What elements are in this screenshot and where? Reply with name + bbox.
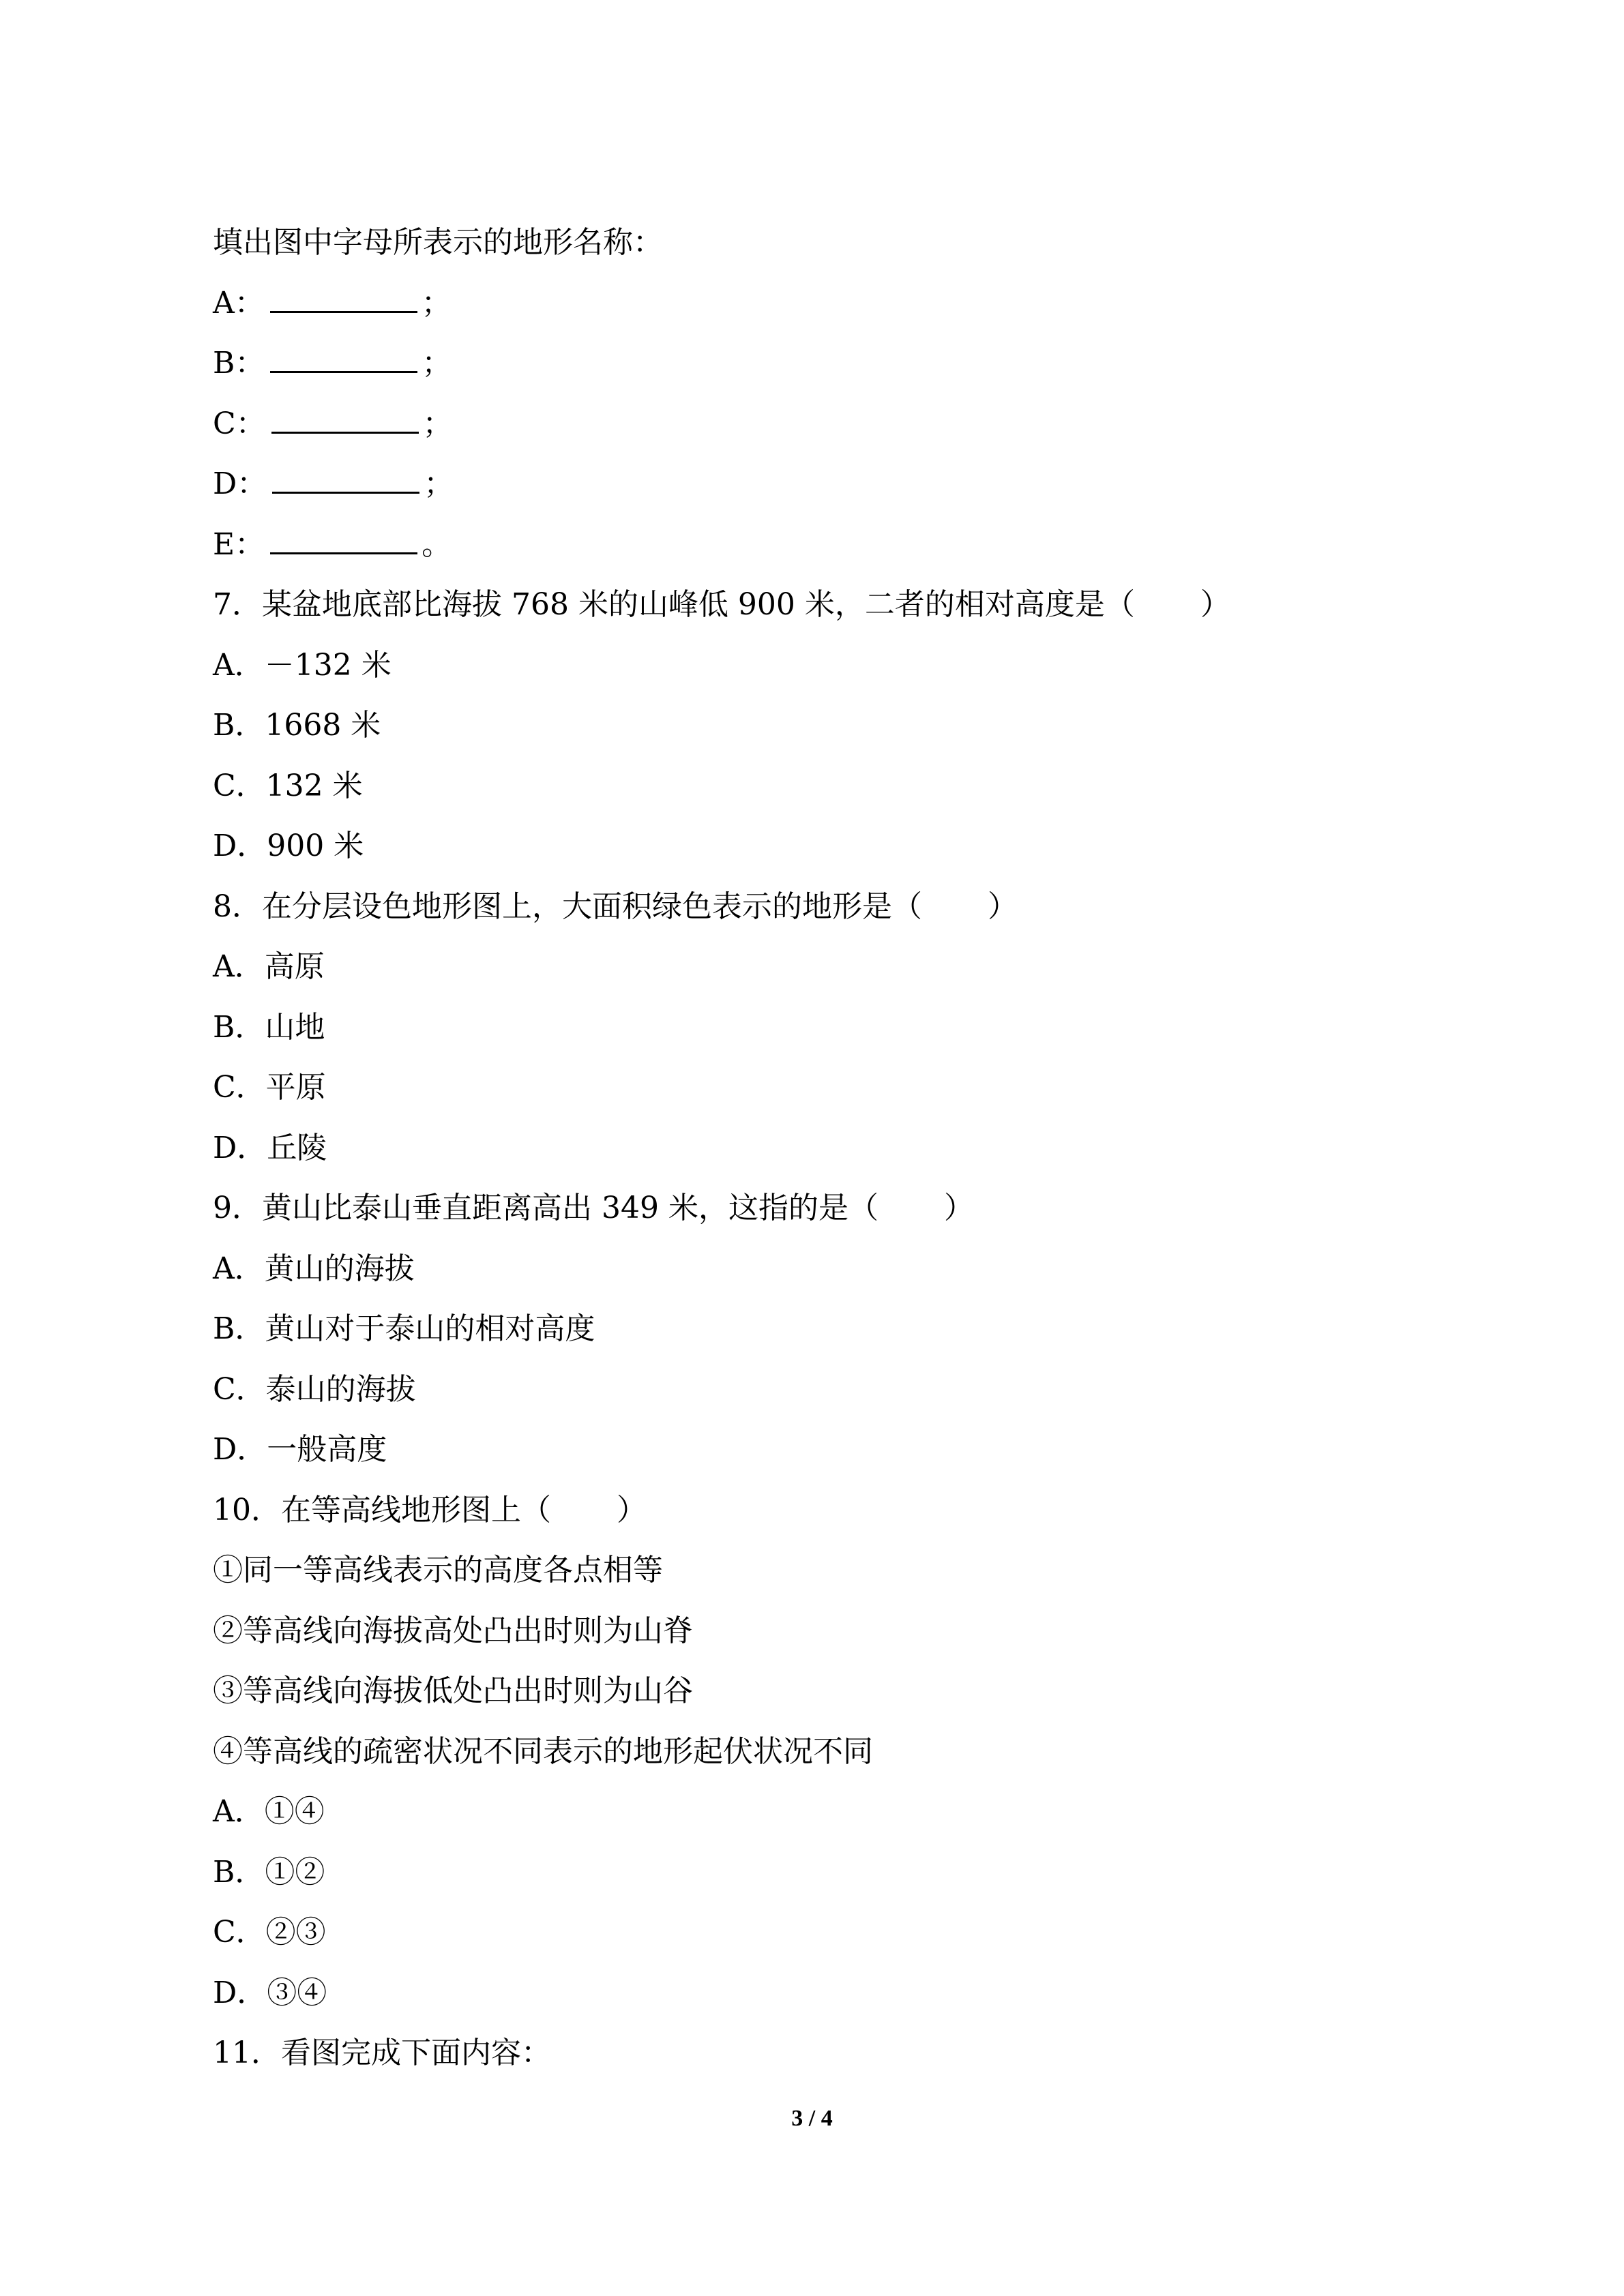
- close-paren: ）: [617, 1492, 647, 1527]
- answer-blank[interactable]: [270, 284, 417, 313]
- fill-intro: 填出图中字母所表示的地形名称：: [213, 225, 663, 260]
- close-paren: ）: [1200, 587, 1230, 622]
- question-10-option-a: A．①④: [213, 1794, 325, 1829]
- question-stem: 8．在分层设色地形图上，大面积绿色表示的地形是（: [213, 889, 922, 924]
- question-10-statement-1: ①同一等高线表示的高度各点相等: [213, 1553, 663, 1587]
- question-8-stem: [213, 877, 1413, 938]
- question-8-option-d: D．丘陵: [213, 1130, 327, 1165]
- question-10-statement-4: ④等高线的疏密状况不同表示的地形起伏状况不同: [213, 1733, 873, 1769]
- fill-label: A：: [213, 285, 265, 320]
- question-10-statement-3: ③等高线向海拔低处凸出时则为山谷: [213, 1673, 693, 1708]
- fill-end: ；: [422, 346, 452, 381]
- question-7-option-b: B．1668 米: [213, 708, 381, 743]
- fill-end: 。: [422, 526, 452, 562]
- fill-item-a: [213, 273, 1413, 334]
- question-10-stem: [213, 1480, 1413, 1541]
- question-7-option-c: C．132 米: [213, 768, 363, 803]
- fill-item-d: [213, 454, 1413, 515]
- fill-item-b: [213, 333, 1413, 394]
- fill-label: E：: [213, 526, 265, 562]
- answer-blank[interactable]: [270, 525, 417, 554]
- fill-label: C：: [213, 406, 266, 441]
- answer-blank[interactable]: [270, 344, 417, 373]
- question-stem: 7．某盆地底部比海拔 768 米的山峰低 900 米，二者的相对高度是（: [213, 587, 1135, 622]
- question-9-option-a: A．黄山的海拔: [213, 1251, 415, 1286]
- question-9-stem: [213, 1178, 1413, 1239]
- question-10-option-d: D．③④: [213, 1975, 327, 2010]
- answer-blank[interactable]: [272, 464, 419, 494]
- fill-end: ；: [424, 466, 454, 501]
- question-10-option-b: B．①②: [213, 1854, 325, 1890]
- question-9-option-b: B．黄山对于泰山的相对高度: [213, 1311, 595, 1346]
- answer-blank[interactable]: [271, 404, 419, 434]
- fill-end: ；: [421, 285, 452, 320]
- document-content: [213, 213, 1413, 2084]
- question-stem: 9．黄山比泰山垂直距离高出 349 米，这指的是（: [213, 1191, 879, 1225]
- fill-end: ；: [422, 406, 453, 441]
- page-number: 3 / 4: [791, 2106, 833, 2131]
- fill-label: D：: [213, 466, 267, 501]
- question-stem: 10．在等高线地形图上（: [213, 1492, 551, 1527]
- question-10-statement-2: ②等高线向海拔高处凸出时则为山脊: [213, 1613, 693, 1648]
- fill-item-e: [213, 515, 1413, 576]
- question-10-option-c: C．②③: [213, 1915, 326, 1950]
- question-7-option-d: D．900 米: [213, 829, 364, 863]
- question-7-stem: [213, 575, 1413, 636]
- fill-item-c: [213, 394, 1413, 455]
- question-8-option-a: A．高原: [213, 949, 325, 984]
- question-9-option-d: D．一般高度: [213, 1432, 387, 1467]
- fill-label: B：: [213, 346, 265, 381]
- question-9-option-c: C．泰山的海拔: [213, 1371, 416, 1407]
- close-paren: ）: [988, 889, 1018, 924]
- question-8-option-c: C．平原: [213, 1070, 326, 1105]
- question-11-stem: 11．看图完成下面内容：: [213, 2036, 551, 2070]
- question-7-option-a: A．－132 米: [213, 647, 392, 683]
- question-8-option-b: B．山地: [213, 1009, 325, 1045]
- close-paren: ）: [943, 1191, 974, 1225]
